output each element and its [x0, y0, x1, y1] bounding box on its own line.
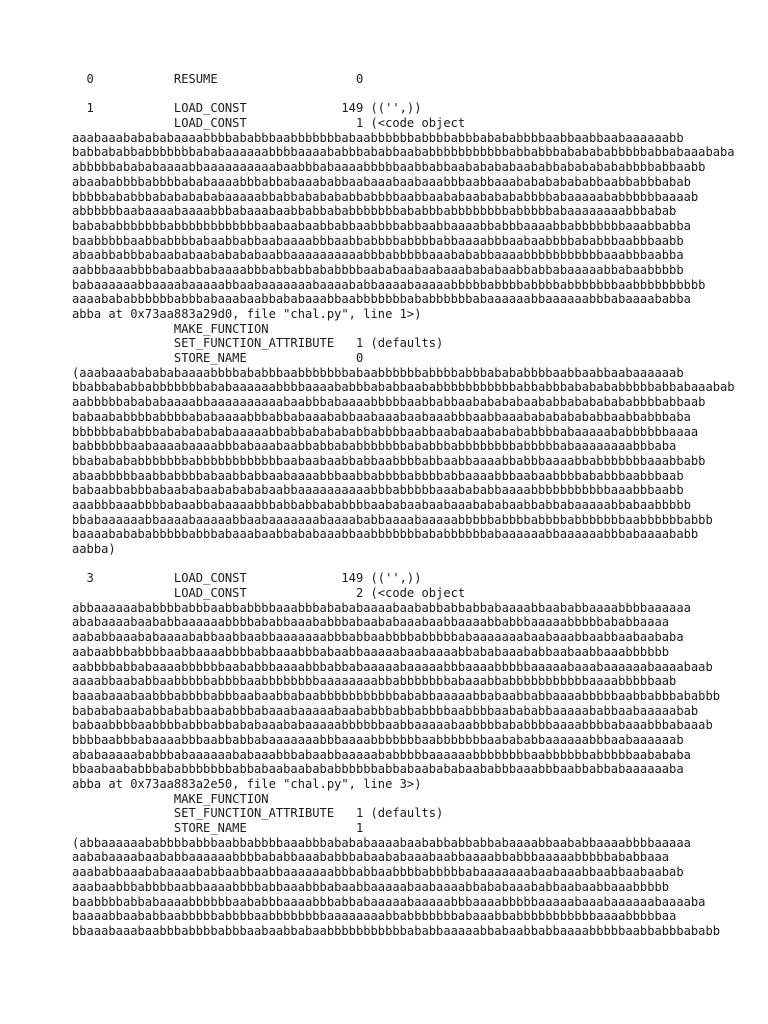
code-line: aababbaaababaaaababbaabbaabbaaaaaaabbbabbaabbbbabbbbbabaaaaaaabaabaaabbaabbaabaababa [72, 630, 684, 645]
code-line: abbaaaaaababbbbabbbaabbabbbbaaabbbabababaaaabaababbabbabbabaaaabbaababbaaaabbbbaaaaaa [72, 600, 691, 615]
code-line: bbaabaababbbababbbbbbbabbabaabaabababbbbbbabbabaabababaababbbaaabbbaabbabbabaaaaaaba [72, 762, 684, 777]
code-line: abaabbbbbaabbabbbbabaabbabbaabaaaabbbaabbabbbbabbbbabbaaaabbbaabaabbbbababbbaabbbaab [72, 468, 684, 483]
code-line: baaaababababbbbbabbbabaaabaabbababaaabbaabbbbbbbababbbbbbabaaaaaabbaaaaaabbbabaaaababb [72, 527, 699, 542]
code-line: baabbbbabbabaaaabbbbbbaababbbaaaabbbabbabaaaaabaaaaabbbaaaabbbbbaaaaabaaabaaaaaabaaaaba [72, 894, 706, 909]
blank-line [72, 557, 712, 572]
code-line: babababaababbababbaababbbabaaabaaaaabaababbbabbabbbbaabbbbaabababbaaaaababbaabaaaaabab [72, 703, 699, 718]
code-line: aabaabbbabbbbaabbaaaabbbbabbaaabbbabaabbaaaaabaabaaaabbababaaababbaabaabbaaabbbbbb [72, 644, 670, 659]
blank-line [72, 87, 712, 102]
code-line: aabba) [72, 542, 116, 556]
code-line: aaaabababbbbbbabbbabaaabaabbababaaabbaabbbbbbbababbbbbbabaaaaaabbaaaaaabbbabaaaababba [72, 292, 691, 307]
code-line: abba at 0x73aa883a2e50, file "chal.py", line 3>) [72, 777, 422, 791]
code-line: 3 LOAD_CONST 149 (('',)) [72, 571, 422, 586]
code-line: 1 LOAD_CONST 149 (('',)) [72, 101, 422, 116]
code-line: MAKE_FUNCTION [72, 791, 269, 806]
code-line: aabbbbabbabaaaabbbbbbaababbbaaaabbbabbabaaaaabaaaaabbbaaaabbbbbaaaaabaaabaaaaaabaaaabaab [72, 659, 713, 674]
code-line: babbbbbbaabaaaabaaaabbbabaaabaabbabbababbbbbbbababbbabbbbbbbbabbbbbabaaaaaaaabbbaba [72, 439, 677, 454]
code-line: aaaabbaababbaabbbbbabbbbaabbbbbbbbaaaaaaaabbabbbbbbbabaaabbabbbbbbbbbbbaaaabbbbbaab [72, 674, 677, 689]
code-line: bbbbbbababbbabababababaaaaabbabbababababbabbbbaabbaababaababababbbbabaaaaababbbbbbaaaa [72, 424, 699, 439]
code-line: STORE_NAME 1 [72, 821, 364, 836]
code-line: 0 RESUME 0 [72, 72, 364, 86]
code-line: abaababbbbabbbbababaaaabbbabbabaaababbaabaaabaabaaabbbaabbaaababababababbaabbabbbabab [72, 174, 691, 189]
code-line: aaabaabbbabbbbaabbaaaabbbbabbaaabbbabaabbaaaaabaabaaaabbababaaababbaabaabbaaabbbbb [72, 879, 670, 894]
code-line: baaabaaabaabbbabbbbabbbaabaabbabaabbbbbbbbbbbababbaaaaabbabaabbabbaaaabbbbbaabbabbbababbb [72, 688, 721, 703]
code-line: babbababbabbbbbbbababaaaaaabbbbaaaababbbababbaababbbbbbbbbbbabbabbbababababbbbbabbabaaababa [72, 145, 735, 160]
code-line: bbababababbbbbbbabbbbbbbbbbbbaabaabaabbabbaabbbbabbaabbaaaabbabbbaaaabbabbbbbbbaaabbabb [72, 453, 706, 468]
code-line: aaababbaaababaaaababbaabbaabbaaaaaaabbbabbaabbbbabbbbbabaaaaaaabaabaaabbaabbaabaabab [72, 865, 684, 880]
code-line: babaabbabbbabaababaababababaabbaaaaaaaaaabbbabbbbbaaabababbaaaabbbbbbbbbbbaaabbbaabb [72, 483, 684, 498]
code-line: abbbbbbaabaaaabaaaabbbabaaabaabbabbababbbbbbbababbbabbbbbbbbabbbbbabaaaaaaaabbbabab [72, 204, 677, 219]
code-line: LOAD_CONST 2 (<code object [72, 586, 466, 601]
code-line: baaaabbaababbaabbbbbabbbbaabbbbbbbbaaaaaaaabbabbbbbbbabaaabbabbbbbbbbbbbaaaabbbbbaa [72, 909, 677, 924]
code-line: aaabaaababababaaaabbbbababbbaabbbbbbbabaabbbbbbabbbbabbbabababbbbaabbaabbaabaaaaaabb [72, 130, 684, 145]
code-line: babaaaaaabbaaaabaaaaabbaabaaaaaaabaaaababbaaaabaaaaabbbbbabbbbabbbbabbbbbbbaabbbbbbbbbb [72, 277, 706, 292]
code-line: aaabbbaaabbbbabaabbabaaaabbbabbabbababbbbaababaabaabaaabababaabbabbabaaaaabbabaabbbbb [72, 497, 691, 512]
code-line: SET_FUNCTION_ATTRIBUTE 1 (defaults) [72, 336, 444, 351]
code-line: abaabbabbbabaababaababababaabbaaaaaaaaaabbbabbbbbaaabababbaaaabbbbbbbbbbbaaabbbaabba [72, 248, 684, 263]
code-line: babaababbbbabbbbababaaaabbbabbabaaababbaabaaabaabaaabbbaabbaaababababababbaabbabbbaba [72, 409, 691, 424]
code-line: bbbbaabbbabaaaabbbaabbabbabaaaaaaabbbaaaabbbbbbbaabbbbbbbaabababbaaaaaabbbaabaaaaaab [72, 732, 684, 747]
code-line: abba at 0x73aa883a29d0, file "chal.py", line 1>) [72, 307, 422, 321]
bytecode-listing [72, 72, 735, 939]
code-line: (abbaaaaaababbbbabbbaabbabbbbaaabbbabababaaaabaababbabbabbabaaaabbaababbaaaabbbbaaaaa [72, 835, 691, 850]
code-line: SET_FUNCTION_ATTRIBUTE 1 (defaults) [72, 806, 444, 821]
code-line: MAKE_FUNCTION [72, 321, 269, 336]
code-line: STORE_NAME 0 [72, 351, 364, 366]
code-line: aabbbaaabbbbabaabbabaaaabbbabbabbababbbbaababaabaabaaabababaabbabbabaaaaabbabaabbbbb [72, 262, 684, 277]
code-line: ababaaaaababbbabaaaaaababaaabbbabaabbaaaaababbbbbaaaaaabbbbbbbbaabbbbbbabbbbbaabababa [72, 747, 691, 762]
code-line: abbbbbabababaaaabbaaaaaaaaaabaabbbabaaaabbbbbaabbabbaababababaababbabababababbbbabbaabb [72, 160, 706, 175]
code-line: babaabbbbaabbbbabbbabbababaaababaaaaabbbbbbaabbaaaaabaabbbbababbbbaaaabbbbabaaabbbabaaab [72, 718, 713, 733]
code-line: bbbbbababbbabababababaaaaabbabbababababbabbbbaabbaababaababababbbbabaaaaababbbbbbaaaab [72, 189, 699, 204]
code-line: ababaaaabaababbaaaaaabbbbababbaaababbbabaababaaabaabbaaaabbabbbaaaaabbbbbababbaaaa [72, 615, 670, 630]
code-line: aabbbbbabababaaaabbaaaaaaaaaabaabbbabaaaabbbbbaabbabbaababababaababbabababababbbbabbaab [72, 395, 706, 410]
code-line: aababaaaabaababbaaaaaabbbbababbaaababbbabaababaaabaabbaaaabbabbbaaaaabbbbbababbaaa [72, 850, 670, 865]
code-line: babababbbbbbbabbbbbbbbbbbbaabaabaabbabbaabbbbabbaabbaaaabbabbbaaaabbabbbbbbbaaabbabba [72, 218, 691, 233]
code-line: bbabaaaaaabbaaaabaaaaabbaabaaaaaaabaaaababbaaaabaaaaabbbbbabbbbabbbbabbbbbbbaabbbbbbabbb [72, 512, 713, 527]
code-line: bbaaabaaabaabbbabbbbabbbaabaabbabaabbbbbbbbbbbababbaaaaabbabaabbabbaaaabbbbbaabbabbbababb [72, 923, 721, 938]
code-line: LOAD_CONST 1 (<code object [72, 116, 466, 131]
code-line: bbabbababbabbbbbbbababaaaaaabbbbaaaababbbababbaababbbbbbbbbbbabbabbbababababbbbbabbabaaabab [72, 380, 735, 395]
code-line: (aaabaaababababaaaabbbbababbbaabbbbbbbabaabbbbbbabbbbabbbabababbbbaabbaabbaabaaaaaab [72, 365, 684, 380]
code-line: baabbbbbaabbabbbbabaabbabbaabaaaabbbaabbabbbbabbbbabbaaaabbbaabaabbbbababbbaabbbaabb [72, 233, 684, 248]
